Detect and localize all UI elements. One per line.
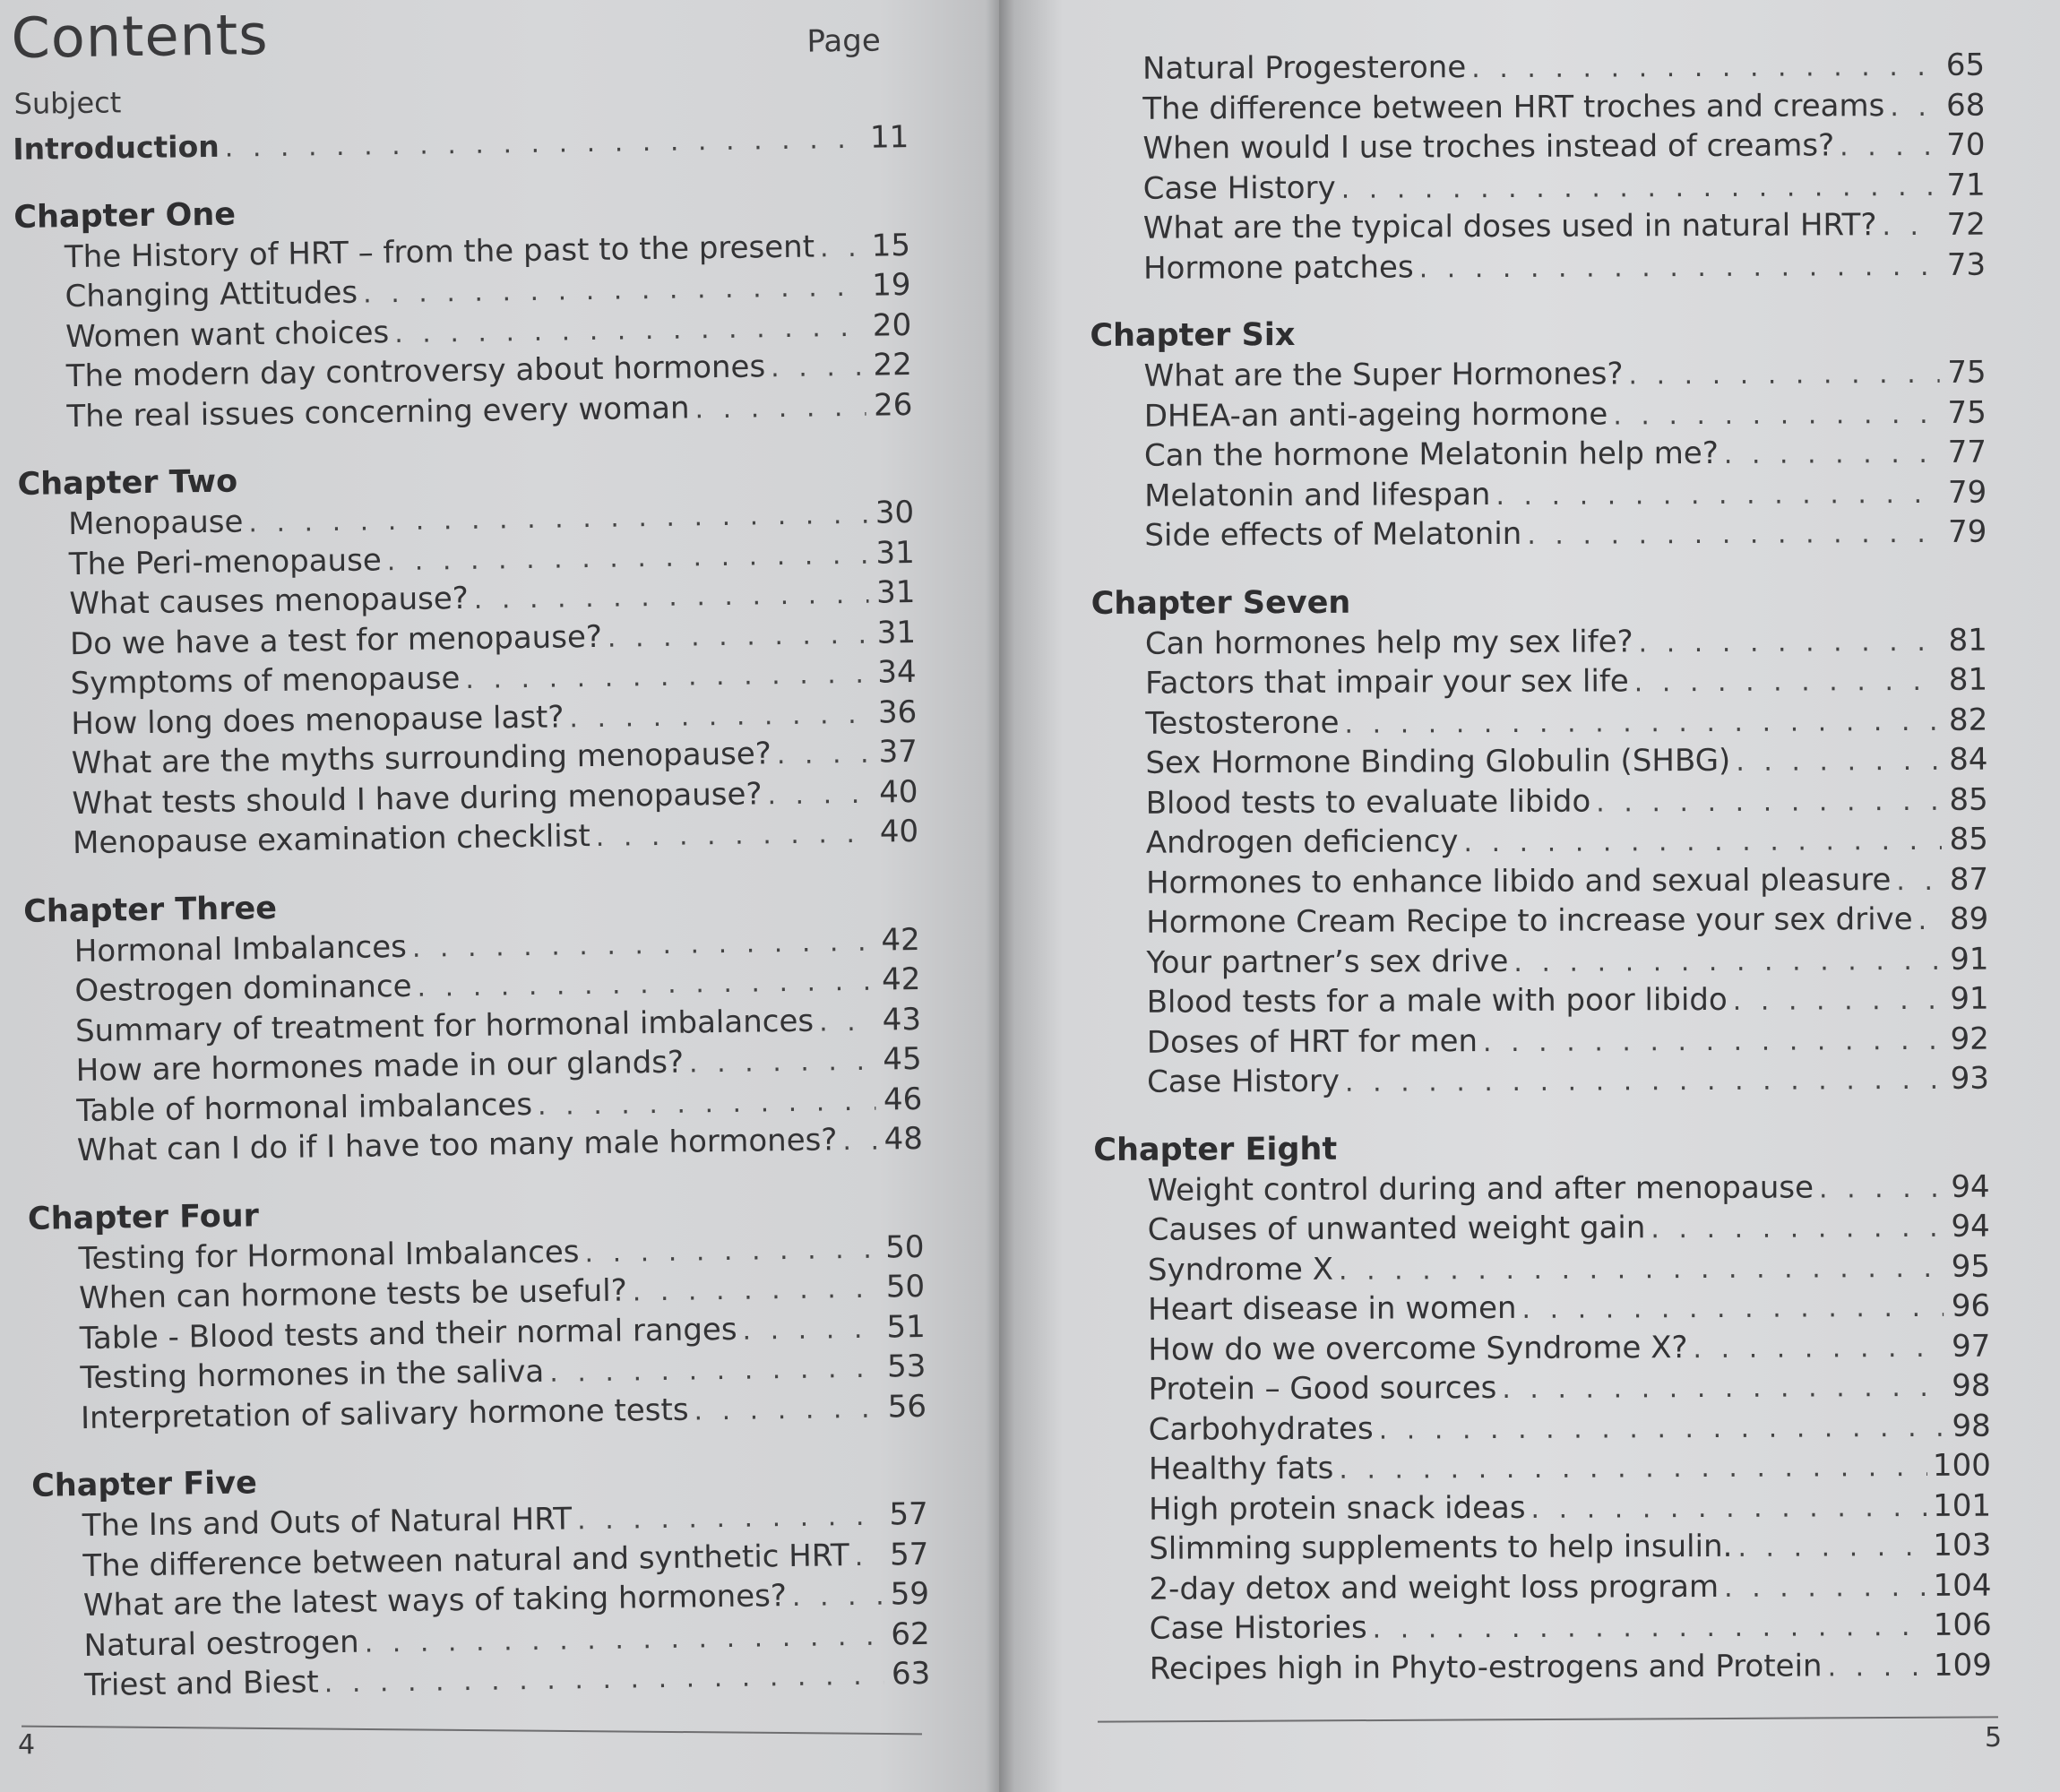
entry-label: The real issues concerning every woman [66,389,690,435]
entry-label: The difference between HRT troches and creams [1142,87,1885,127]
entry-label: The History of HRT – from the past to the present [64,228,815,275]
dot-leader [689,1042,875,1084]
entry-label: Protein – Good sources [1148,1370,1497,1408]
entry-label: What are the myths surrounding menopause? [71,736,772,782]
entry-page-number: 79 [1948,513,1987,550]
entry-label: DHEA-an anti-ageing hormone [1143,395,1608,435]
entry-label: Blood tests to evaluate libido [1145,783,1591,822]
dot-leader [694,1389,880,1431]
entry-page-number: 94 [1951,1168,1990,1205]
toc-entry[interactable] [1090,392,1987,436]
entry-label: Do we have a test for menopause? [69,618,603,662]
toc-entry[interactable] [1092,900,1988,943]
chapter-heading[interactable]: Chapter Eight [1093,1131,1338,1168]
chapter-heading[interactable]: Chapter Two [17,463,238,503]
entry-page-number: 63 [891,1655,931,1693]
entry-page-number: 72 [1946,206,1986,243]
entry-page-number: 11 [869,119,909,156]
dot-leader [1896,861,1942,901]
entry-label: Natural Progesterone [1142,49,1467,87]
dot-leader [792,1577,883,1618]
entry-label: Weight control during and after menopause [1147,1168,1814,1209]
entry-label: How are hormones made in our glands? [75,1044,685,1090]
dot-leader [1827,1647,1928,1687]
entry-label: Causes of unwanted weight gain [1147,1210,1646,1248]
entry-page-number: 82 [1948,702,1988,738]
entry-page-number: 85 [1949,781,1988,818]
entry-label: Recipes high in Phyto-estrogens and Protein [1149,1647,1823,1687]
entry-label: Doses of HRT for men [1146,1022,1478,1061]
entry-label: Case History [1146,1063,1340,1100]
chapter-entry-list [24,919,924,1171]
contents-title: Contents [11,1,269,71]
toc-entry[interactable] [1089,125,1985,169]
entry-page-number: 40 [879,813,919,850]
entry-label: What are the typical doses used in natural HRT? [1142,207,1877,246]
chapter-heading[interactable]: Chapter Five [30,1465,258,1504]
toc-entry-introduction[interactable] [13,117,909,169]
chapter-heading[interactable]: Chapter Seven [1090,584,1351,622]
entry-page-number: 91 [1950,980,1989,1017]
dot-leader [1373,1607,1928,1650]
entry-label: Hormonal Imbalances [73,928,408,969]
entry-label: Menopause [67,504,244,543]
entry-label: The Peri-menopause [68,541,382,582]
dot-leader [1339,1248,1944,1290]
entry-label: Melatonin and lifespan [1144,476,1491,514]
dot-leader [1483,1021,1943,1063]
entry-page-number: 59 [890,1575,930,1613]
entry-label: Introduction [13,128,220,167]
dot-leader [1521,1288,1944,1331]
toc-entry[interactable] [1092,939,1988,983]
dot-leader [1513,941,1942,983]
entry-page-number: 85 [1949,821,1988,857]
chapter-entry-list [1093,1167,1992,1689]
entry-page-number: 37 [878,733,918,771]
entry-label: The difference between natural and synthetic HRT [82,1537,850,1584]
entry-page-number: 40 [878,773,918,811]
dot-leader [767,774,872,815]
entry-label: Oestrogen dominance [74,968,412,1010]
entry-page-number: 51 [886,1308,927,1345]
dot-leader [1737,1528,1927,1568]
entry-page-number: 31 [875,534,915,572]
entry-label: Women want choices [65,314,390,355]
toc-entry[interactable] [1095,1526,1991,1570]
chapter-section [28,1185,927,1438]
dot-leader [1890,87,1938,127]
entry-label: How do we overcome Syndrome X? [1148,1329,1688,1368]
entry-page-number: 75 [1947,394,1987,431]
entry-page-number: 73 [1946,246,1987,283]
entry-page-number: 42 [881,961,921,998]
entry-label: Can the hormone Melatonin help me? [1143,435,1719,474]
subject-column-label: Subject [13,85,122,121]
dot-leader [1733,981,1943,1022]
entry-page-number: 15 [871,227,911,264]
toc-entry[interactable] [1092,820,1988,864]
entry-label: Can hormones help my sex life? [1144,623,1633,662]
entry-label: When would I use troches instead of creams? [1142,127,1835,167]
entry-label: Testing for Hormonal Imbalances [78,1233,580,1277]
entry-page-number: 62 [891,1615,930,1652]
toc-entry[interactable] [1096,1645,1992,1689]
entry-page-number: 31 [876,614,917,651]
toc-entry[interactable] [1089,46,1985,90]
entry-label: Menopause examination checklist [72,818,591,862]
entry-label: Syndrome X [1147,1251,1334,1288]
entry-page-number: 106 [1933,1607,1992,1643]
toc-entry[interactable] [1093,1019,1989,1063]
chapter-section [1090,312,1987,556]
dot-leader [363,268,865,314]
left-page-content [11,0,930,1706]
toc-entry[interactable] [1096,1606,1992,1650]
entry-page-number: 45 [883,1040,922,1078]
toc-entry[interactable] [1090,205,1986,249]
entry-page-number: 93 [1950,1060,1990,1097]
entry-label: Testing hormones in the saliva [80,1353,545,1397]
dot-leader [1463,822,1942,864]
entry-page-number: 103 [1933,1527,1992,1564]
dot-leader [1736,742,1941,782]
right-page [999,0,2060,1792]
dot-leader [1693,1328,1944,1369]
entry-label: Slimming supplements to help insulin. [1149,1528,1733,1567]
introduction-list [13,117,909,169]
chapter-section [1091,579,1990,1102]
entry-label: What are the latest ways of taking hormones? [82,1578,788,1624]
left-page [0,0,999,1792]
dot-leader [608,615,870,659]
toc-entry[interactable] [1091,660,1987,704]
dot-leader [1345,1061,1943,1103]
footer-rule [22,1726,922,1736]
dot-leader [569,694,870,738]
toc-entry[interactable] [1089,85,1985,129]
entry-label: What tests should I have during menopause? [72,775,763,822]
chapter-heading[interactable]: Chapter Six [1090,316,1296,354]
dot-leader [1628,355,1939,396]
entry-page-number: 97 [1951,1328,1991,1365]
entry-label: Hormone Cream Recipe to increase your sex drive [1146,900,1913,941]
entry-page-number: 71 [1946,167,1986,203]
entry-label: Case Histories [1149,1609,1367,1647]
entry-page-number: 98 [1952,1408,1991,1444]
toc-entry[interactable] [1093,1167,1989,1210]
toc-entry[interactable] [1094,1326,1990,1370]
entry-page-number: 48 [883,1120,924,1158]
entry-page-number: 70 [1946,126,1986,163]
entry-label: Table of hormonal imbalances [76,1086,533,1129]
chapter-five-continued-list [1089,46,1986,289]
chapter-heading[interactable]: Chapter One [13,196,237,236]
toc-entry[interactable] [1090,472,1987,516]
toc-entry[interactable] [1094,1366,1990,1410]
entry-page-number: 89 [1949,900,1989,937]
dot-leader [1339,1448,1927,1490]
dot-leader [1651,1209,1944,1250]
entry-label: 2-day detox and weight loss program [1149,1568,1720,1607]
entry-label: Hormone patches [1142,248,1414,287]
dot-leader [1471,47,1938,90]
toc-entry[interactable] [1095,1406,1991,1450]
entry-page-number: 87 [1949,861,1989,898]
entry-label: Side effects of Melatonin [1144,515,1522,554]
entry-label: Case History [1142,169,1336,207]
entry-page-number: 101 [1933,1487,1992,1524]
toc-entry[interactable] [1091,740,1987,784]
dot-leader [412,922,875,969]
book-gutter-shadow [986,0,1014,1792]
toc-entry[interactable] [1090,513,1987,556]
dot-leader [1527,514,1940,556]
dot-leader [364,1616,883,1664]
dot-leader [1596,781,1942,823]
dot-leader [595,814,872,858]
entry-label: Changing Attitudes [65,274,358,315]
entry-page-number: 50 [885,1268,926,1305]
entry-page-number: 84 [1949,741,1988,778]
dot-leader [323,1657,883,1704]
dot-leader [1840,127,1939,168]
entry-page-number: 50 [884,1228,925,1266]
toc-entry[interactable] [1090,245,1986,289]
entry-label: Interpretation of salivary hormone tests [80,1391,689,1436]
dot-leader [842,1122,876,1162]
chapter-section [23,878,923,1171]
chapter-entry-list [1090,353,1987,556]
chapter-section [31,1453,931,1706]
entry-page-number: 75 [1947,354,1987,391]
entry-label: Natural oestrogen [83,1624,359,1664]
entry-page-number: 53 [886,1348,927,1385]
entry-label: How long does menopause last? [71,698,565,742]
toc-entry[interactable] [1090,433,1987,477]
entry-page-number: 81 [1948,661,1988,698]
entry-page-number: 109 [1933,1647,1992,1684]
dot-leader [1634,662,1942,703]
dot-leader [694,387,866,429]
dot-leader [1724,1567,1928,1607]
dot-leader [584,1229,878,1273]
dot-leader [549,1349,880,1394]
entry-label: High protein snack ideas [1149,1489,1526,1528]
entry-page-number: 95 [1951,1248,1991,1285]
toc-entry[interactable] [1093,1059,1989,1103]
dot-leader [1530,1487,1927,1529]
dot-leader [1379,1408,1944,1450]
dot-leader [632,1270,878,1313]
entry-page-number: 91 [1950,941,1989,978]
dot-leader [1502,1368,1944,1410]
entry-page-number: 56 [887,1388,927,1425]
dot-leader [224,120,862,168]
left-chapter-list [13,185,930,1707]
chapter-heading[interactable]: Chapter Three [22,890,278,930]
chapter-section [17,452,918,864]
toc-entry[interactable] [1095,1446,1991,1490]
entry-label: Your partner’s sex drive [1146,943,1509,981]
entry-page-number: 31 [875,573,916,611]
entry-page-number: 26 [873,386,913,424]
dot-leader [819,1002,875,1042]
entry-label: Factors that impair your sex life [1145,663,1629,702]
entry-page-number: 20 [872,306,912,344]
dot-leader [742,1309,879,1351]
entry-label: What are the Super Hormones? [1143,356,1624,394]
entry-page-number: 65 [1945,47,1986,83]
entry-page-number: 77 [1947,434,1987,470]
toc-entry[interactable] [1095,1486,1991,1529]
dot-leader [1819,1168,1944,1209]
dot-leader [1341,167,1939,209]
dot-leader [577,1497,882,1541]
page-number-folio: 4 [18,1729,36,1761]
dot-leader [386,535,868,582]
chapter-entry-list [18,493,918,864]
entry-page-number: 57 [889,1536,929,1572]
toc-entry[interactable] [1090,353,1986,397]
dot-leader [771,348,866,389]
chapter-entry-list [14,226,913,437]
dot-leader [1882,207,1939,247]
entry-page-number: 104 [1933,1567,1992,1604]
toc-entry[interactable] [1094,1207,1990,1251]
dot-leader [1344,702,1941,744]
dot-leader [820,228,865,268]
entry-label: Blood tests for a male with poor libido [1146,981,1728,1021]
entry-label: What can I do if I have too many male hormones? [76,1122,838,1169]
dot-leader [854,1537,882,1577]
toc-entry[interactable] [1095,1565,1991,1609]
chapter-heading[interactable]: Chapter Four [27,1197,260,1237]
dot-leader [1495,474,1940,516]
right-page-content [1089,46,1992,1689]
entry-label: The modern day controversy about hormones [65,349,766,395]
footer-rule [1098,1716,1998,1722]
entry-page-number: 98 [1952,1367,1991,1404]
entry-label: Heart disease in women [1148,1289,1517,1328]
entry-label: Carbohydrates [1148,1410,1374,1448]
entry-page-number: 57 [889,1495,928,1533]
entry-label: Healthy fats [1148,1450,1334,1487]
right-chapter-list [1090,312,1992,1689]
entry-page-number: 100 [1932,1447,1991,1484]
entry-page-number: 96 [1951,1288,1991,1324]
entry-page-number: 43 [882,1001,922,1038]
dot-leader [1613,394,1940,435]
dot-leader [1419,246,1940,289]
entry-label: Symptoms of menopause [70,660,461,702]
toc-entry[interactable] [1094,1246,1990,1290]
chapter-section [1093,1125,1992,1689]
entry-page-number: 22 [873,346,913,383]
toc-entry[interactable] [1090,165,1986,209]
page-number-folio: 5 [1985,1722,2003,1753]
entry-page-number: 46 [883,1081,923,1118]
entry-page-number: 79 [1947,474,1987,511]
toc-entry[interactable] [1091,700,1987,744]
chapter-section [13,185,913,437]
entry-page-number: 36 [877,694,918,731]
entry-page-number: 68 [1945,87,1986,124]
entry-label: Summary of treatment for hormonal imbalances [74,1003,815,1049]
entry-page-number: 19 [871,267,911,304]
toc-entry[interactable] [1092,780,1988,823]
entry-page-number: 92 [1950,1021,1989,1057]
entry-label: Hormones to enhance libido and sexual pleasure [1145,861,1892,901]
toc-entry[interactable] [1093,979,1989,1023]
entry-page-number: 42 [881,921,921,959]
entry-label: Androgen deficiency [1145,823,1459,861]
dot-leader [474,575,869,621]
toc-entry[interactable] [1092,859,1988,903]
page-column-label: Page [806,22,882,60]
entry-label: Sex Hormone Binding Globulin (SHBG) [1145,742,1731,781]
entry-page-number: 81 [1948,622,1987,659]
entry-page-number: 30 [875,494,915,531]
entry-page-number: 34 [877,653,917,691]
dot-leader [777,735,872,776]
dot-leader [1639,622,1941,663]
chapter-entry-list [1091,620,1989,1102]
chapter-entry-list [28,1227,927,1438]
dot-leader [465,655,870,701]
dot-leader [1918,901,1943,942]
entry-label: When can hormone tests be useful? [78,1272,628,1317]
entry-label: Testosterone [1145,704,1340,742]
chapter-entry-list [31,1495,930,1706]
entry-label: The Ins and Outs of Natural HRT [82,1501,573,1545]
toc-entry[interactable] [1091,620,1987,664]
dot-leader [394,307,866,354]
entry-label: Triest and Biest [83,1664,320,1704]
entry-label: What causes menopause? [69,580,470,623]
toc-entry[interactable] [1094,1287,1990,1331]
entry-label: Table - Blood tests and their normal ranges [79,1311,737,1357]
dot-leader [1724,435,1940,476]
entry-page-number: 94 [1951,1208,1990,1245]
